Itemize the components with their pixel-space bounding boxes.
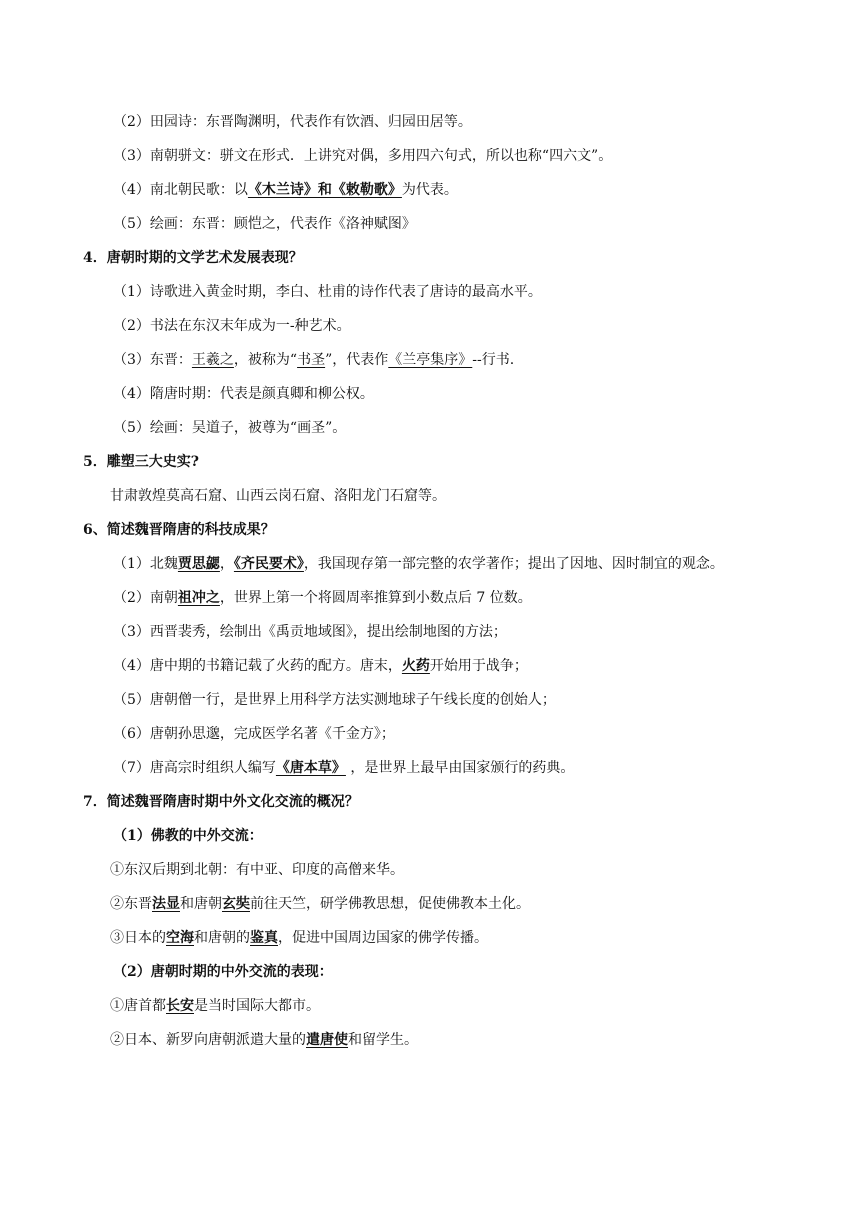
underlined-term: 祖冲之 <box>177 590 220 606</box>
paragraph-gunpowder: （4）唐中期的书籍记载了火药的配方。唐末，火药开始用于战争； <box>113 658 528 674</box>
paragraph-pei-xiu: （3）西晋裴秀，绘制出《禹贡地域图》，提出绘制地图的方法； <box>113 624 507 640</box>
question-heading-4: 4．唐朝时期的文学艺术发展表现？ <box>83 250 303 266</box>
underlined-term: 《唐本草》 <box>275 760 346 776</box>
underlined-term: 火药 <box>401 658 430 674</box>
paragraph-parallel-prose: （3）南朝骈文：骈文在形式．上讲究对偶，多用四六句式，所以也称“四六文”。 <box>113 148 613 164</box>
paragraph-kukai-jianzhen: ③日本的空海和唐朝的鉴真，促进中国周边国家的佛学传播。 <box>110 930 488 946</box>
paragraph-tang-materia-medica: （7）唐高宗时组织人编写《唐本草》 ，是世界上最早由国家颁行的药典。 <box>113 760 575 776</box>
paragraph-sun-simiao: （6）唐朝孙思邈，完成医学名著《千金方》； <box>113 726 395 742</box>
paragraph-calligraphy: （2）书法在东汉末年成为一-种艺术。 <box>113 318 351 334</box>
underlined-term: 遣唐使 <box>306 1032 348 1048</box>
underlined-term: 贾思勰 <box>177 556 220 572</box>
question-heading-7: 7．简述魏晋隋唐时期中外文化交流的概况？ <box>83 794 359 810</box>
underlined-term: 玄奘 <box>222 896 250 912</box>
underlined-term: 《齐民要术》 <box>233 556 304 572</box>
underlined-term: 《兰亭集序》 <box>388 352 473 368</box>
paragraph-yi-xing: （5）唐朝僧一行，是世界上用科学方法实测地球子午线长度的创始人； <box>113 692 556 708</box>
paragraph-eastern-han: ①东汉后期到北朝：有中亚、印度的高僧来华。 <box>110 862 404 878</box>
question-heading-5: 5．雕塑三大史实? <box>83 454 199 470</box>
underlined-term: 法显 <box>152 896 180 912</box>
underlined-term: 书圣 <box>297 352 326 368</box>
paragraph-painting-gu: （5）绘画：东晋：顾恺之，代表作《洛神赋图》 <box>113 216 416 232</box>
subheading-tang-exchange: （2）唐朝时期的中外交流的表现： <box>113 964 333 980</box>
underlined-term: 王羲之 <box>191 352 234 368</box>
paragraph-sui-tang-calligraphy: （4）隋唐时期：代表是颜真卿和柳公权。 <box>113 386 374 402</box>
paragraph-poetry: （1）诗歌进入黄金时期，李白、杜甫的诗作代表了唐诗的最高水平。 <box>113 284 542 300</box>
paragraph-jia-sixie: （1）北魏贾思勰，《齐民要术》，我国现存第一部完整的农学著作；提出了因地、因时制宜的观念。 <box>113 556 724 572</box>
question-heading-6: 6、简述魏晋隋唐的科技成果？ <box>83 522 275 538</box>
subheading-buddhism: （1）佛教的中外交流： <box>113 828 263 844</box>
paragraph-wang-xizhi: （3）东晋：王羲之，被称为“书圣”，代表作《兰亭集序》--行书. <box>113 352 515 368</box>
underlined-term: 空海 <box>166 930 194 946</box>
paragraph-wu-daozi: （5）绘画：吴道子，被尊为“画圣”。 <box>113 420 347 436</box>
paragraph-pastoral-poetry: （2）田园诗：东晋陶渊明，代表作有饮酒、归园田居等。 <box>113 114 472 130</box>
underlined-term: 长安 <box>166 998 194 1014</box>
underlined-term: 鉴真 <box>250 930 278 946</box>
paragraph-faxian-xuanzang: ②东晋法显和唐朝玄奘前往天竺，研学佛教思想，促使佛教本土化。 <box>110 896 530 912</box>
paragraph-folk-songs: （4）南北朝民歌：以《木兰诗》和《敕勒歌》为代表。 <box>113 182 458 198</box>
paragraph-zu-chongzhi: （2）南朝祖冲之，世界上第一个将圆周率推算到小数点后 7 位数。 <box>113 590 532 606</box>
paragraph-changan: ①唐首都长安是当时国际大都市。 <box>110 998 320 1014</box>
paragraph-envoys: ②日本、新罗向唐朝派遣大量的遣唐使和留学生。 <box>110 1032 418 1048</box>
paragraph-grottoes: 甘肃敦煌莫高石窟、山西云岗石窟、洛阳龙门石窟等。 <box>110 488 446 504</box>
underlined-term: 《木兰诗》和《敕勒歌》 <box>247 182 402 198</box>
